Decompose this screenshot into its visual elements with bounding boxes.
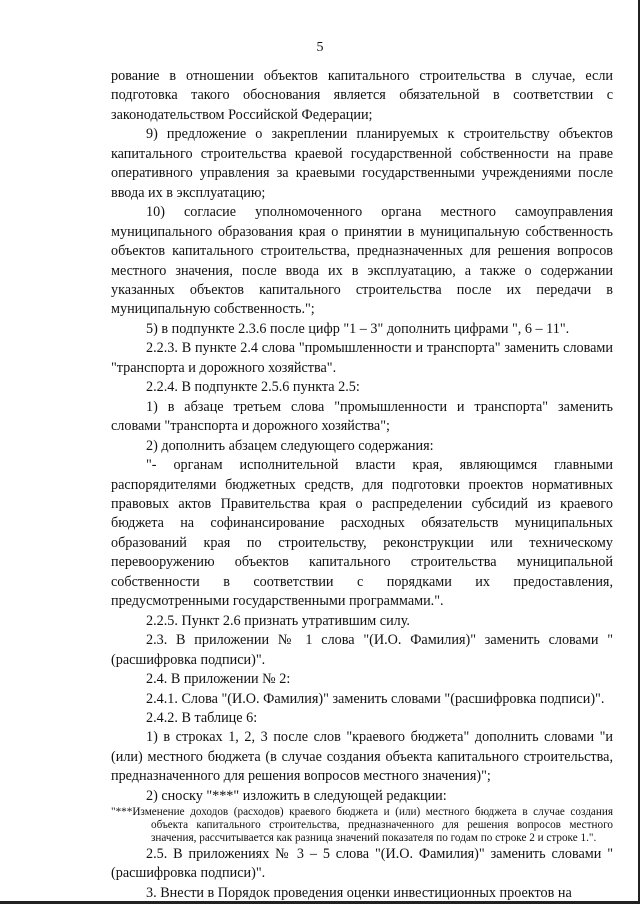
paragraph-2-2-4-1: 1) в абзаце третьем слова "промышленности и транспорта" заменить словами "транспорта и дорожного хозяйства"; xyxy=(111,398,613,435)
paragraph-2-4-2: 2.4.2. В таблице 6: xyxy=(146,709,258,726)
paragraph-subpoint-5: 5) в подпункте 2.3.6 после цифр "1 – 3" дополнить цифрами ", 6 – 11". xyxy=(146,320,570,337)
paragraph-3: 3. Внести в Порядок проведения оценки инвестиционных проектов на xyxy=(146,884,572,901)
document-body xyxy=(111,67,613,903)
paragraph-2-4-1: 2.4.1. Слова "(И.О. Фамилия)" заменить словами "(расшифровка подписи)". xyxy=(146,690,605,707)
paragraph-item-10: 10) согласие уполномоченного органа местного самоуправления муниципального образования края о принятии в муниципальную собственность объектов капитального строительства, предназначенных для решения вопросов местного значения, после ввода их в эксплуатацию, а также о содержании указанных объектов капитального строительства после их передачи в муниципальную собственность."; xyxy=(111,204,613,318)
footnote-text: "***Изменение доходов (расходов) краевого бюджета и (или) местного бюджета в случае создания объекта капитального строительства, предназначенного для решения вопросов местного значения, рассчитывается как разница значений показателя по годам по строке 2 и строке 1.". xyxy=(111,806,613,844)
paragraph-2-2-5: 2.2.5. Пункт 2.6 признать утратившим силу. xyxy=(146,612,410,629)
paragraph-2-5: 2.5. В приложениях № 3 – 5 слова "(И.О. Фамилия)" заменить словами "(расшифровка подписи)". xyxy=(111,845,613,882)
paragraph-2-2-3: 2.2.3. В пункте 2.4 слова "промышленности и транспорта" заменить словами "транспорта и дорожного хозяйства". xyxy=(111,340,613,376)
paragraph-continuation: рование в отношении объектов капитального строительства в случае, если подготовка такого обоснования является обязательной в соответствии с законодательством Российской Федерации; xyxy=(111,68,613,123)
paragraph-2-4: 2.4. В приложении № 2: xyxy=(146,671,291,688)
paragraph-2-4-2-1: 1) в строках 1, 2, 3 после слов "краевого бюджета" дополнить словами "и (или) местного бюджета (в случае создания объекта капитального строительства, предназначенного для решения вопросов местного значения)"; xyxy=(111,729,613,785)
paragraph-quoted-addition: "- органам исполнительной власти края, являющимся главными распорядителями бюджетных средств, для подготовки проектов нормативных правовых актов Правительства края о распределении субсидий из краевого бюджета на софинансирование расходных обязательств муниципальных образований края по строительству, реконструкции или техническому перевооружению объектов капитального строительства муниципальной собственности в соответствии с порядками их предоставления, предусмотренными государственными программами.". xyxy=(111,457,613,610)
paragraph-2-2-4: 2.2.4. В подпункте 2.5.6 пункта 2.5: xyxy=(146,379,360,396)
paragraph-2-4-2-2: 2) сноску "***" изложить в следующей редакции: xyxy=(146,787,447,804)
paragraph-2-3: 2.3. В приложении № 1 слова "(И.О. Фамилия)" заменить словами "(расшифровка подписи)". xyxy=(111,632,613,668)
page-number: 5 xyxy=(316,40,324,55)
paragraph-2-2-4-2: 2) дополнить абзацем следующего содержания: xyxy=(146,437,434,454)
paragraph-item-9: 9) предложение о закреплении планируемых к строительству объектов капитального строительства краевой государственной собственности на праве оперативного управления за краевыми государственными учреждениями после ввода их в эксплуатацию; xyxy=(111,126,613,201)
